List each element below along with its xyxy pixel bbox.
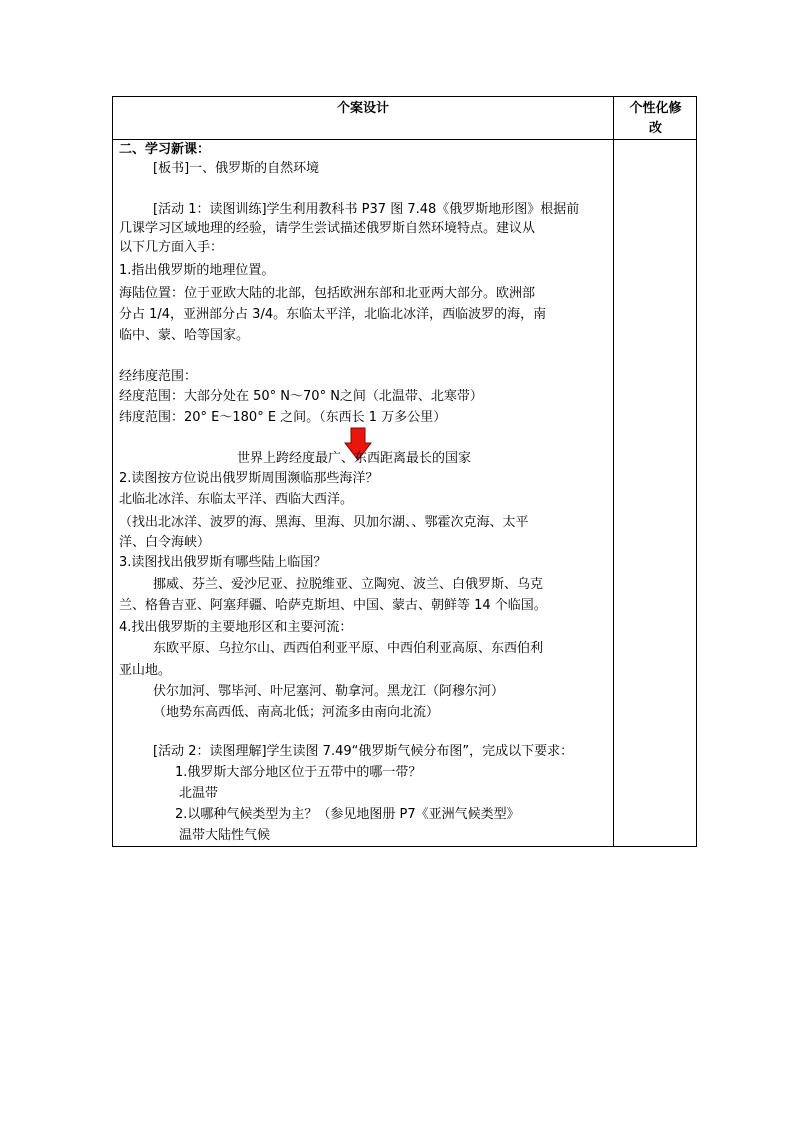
question-3: 3.读图找出俄罗斯有哪些陆上临国？	[119, 555, 327, 570]
neighbors-line2: 兰、格鲁吉亚、阿塞拜疆、哈萨克斯坦、中国、蒙古、朝鲜等 14 个临国。	[119, 598, 547, 613]
question-2: 2.读图按方位说出俄罗斯周围濒临那些海洋？	[119, 471, 379, 486]
landforms-line1: 东欧平原、乌拉尔山、西西伯利亚平原、中西伯利亚高原、东西伯利	[153, 641, 544, 656]
header-revision-line1: 个性化修	[629, 101, 682, 116]
question-1: 1.指出俄罗斯的地理位置。	[119, 263, 275, 278]
board-heading: [板书]一、俄罗斯的自然环境	[153, 161, 320, 176]
answer-2: 北临北冰洋、东临太平洋、西临大西洋。	[119, 492, 354, 507]
activity2-answer-1: 北温带	[179, 786, 219, 801]
sea-land-line3: 临中、蒙、哈等国家。	[119, 328, 250, 343]
lat-lon-heading: 经纬度范围：	[119, 369, 198, 384]
activity2-line: [活动 2：读图理解]学生读图 7.49“俄罗斯气候分布图”，完成以下要求：	[153, 744, 574, 759]
header-revision-line2: 改	[648, 121, 662, 136]
lesson-plan-table	[112, 96, 697, 847]
rivers-line: 伏尔加河、鄂毕河、叶尼塞河、勒拿河。黑龙江（阿穆尔河）	[153, 684, 505, 699]
activity2-question-2: 2.以哪种气候类型为主？（参见地图册 P7《亚洲气候类型》	[175, 807, 520, 822]
header-case-design-text: 个案设计	[336, 101, 389, 116]
landforms-line2: 亚山地。	[119, 663, 172, 678]
column-divider	[613, 97, 614, 846]
header-case-design	[113, 97, 613, 139]
activity2-answer-2: 温带大陆性气候	[179, 828, 271, 843]
longitude-range: 经度范围：大部分处在 50° N～70° N之间（北温带、北寒带）	[119, 389, 483, 404]
header-personalized-revision	[614, 97, 697, 139]
activity1-line1: [活动 1：读图训练]学生利用教科书 P37 图 7.48《俄罗斯地形图》根据前	[153, 202, 580, 217]
sea-land-line2: 分占 1/4，亚洲部分占 3/4。东临太平洋，北临北冰洋，西临波罗的海，南	[119, 307, 547, 322]
question-4: 4.找出俄罗斯的主要地形区和主要河流：	[119, 620, 353, 635]
find-oceans-line2: 洋、白令海峡）	[119, 535, 211, 550]
activity1-line2: 几课学习区域地理的经验，请学生尝试描述俄罗斯自然环境特点。建议从	[119, 221, 536, 236]
activity1-line3: 以下几方面入手：	[119, 240, 224, 255]
find-oceans-line1: （找出北冰洋、波罗的海、黑海、里海、贝加尔湖、、鄂霍次克海、太平	[119, 515, 529, 530]
latitude-range: 纬度范围：20° E～180° E 之间。（东西长 1 万多公里）	[119, 410, 447, 425]
sea-land-line1: 海陆位置：位于亚欧大陆的北部，包括欧洲东部和北亚两大部分。欧洲部	[119, 286, 536, 301]
header-divider	[113, 139, 696, 140]
terrain-note: （地势东高西低、南高北低；河流多由南向北流）	[153, 705, 440, 720]
activity2-question-1: 1.俄罗斯大部分地区位于五带中的哪一带？	[175, 765, 422, 780]
conclusion-line: 世界上跨经度最广、东西距离最长的国家	[237, 451, 472, 466]
section-title: 二、学习新课：	[119, 142, 211, 157]
neighbors-line1: 挪威、芬兰、爱沙尼亚、拉脱维亚、立陶宛、波兰、白俄罗斯、乌克	[153, 577, 544, 592]
